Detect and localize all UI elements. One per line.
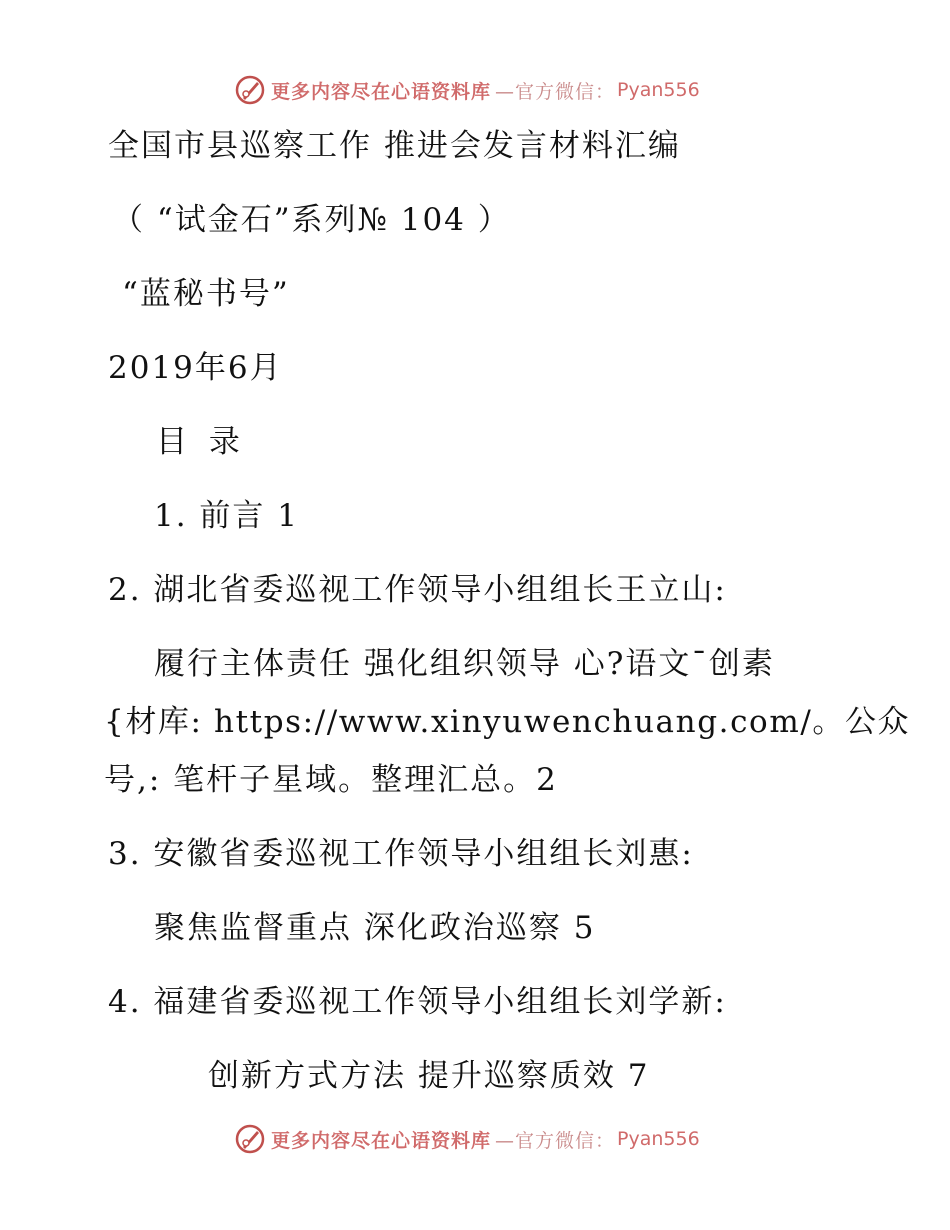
toc-item-1: 1. 前言 1 <box>154 498 300 534</box>
watermark-text: 更多内容尽在心语资料库 <box>271 80 492 103</box>
quill-seal-icon <box>234 74 266 106</box>
toc-heading: 目 录 <box>156 424 246 460</box>
watermark-separator: —官方微信： <box>495 80 616 103</box>
series-label: （ “试金石”系列№ 104 ） <box>112 202 511 238</box>
publisher-label: “蓝秘书号” <box>122 276 290 312</box>
watermark-text: 更多内容尽在心语资料库 <box>271 1129 492 1152</box>
toc-item-3-heading: 3. 安徽省委巡视工作领导小组组长刘惠: <box>108 836 694 872</box>
document-title: 全国市县巡察工作 推进会发言材料汇编 <box>108 128 681 164</box>
toc-item-2-line-2: {材库: https://www.xinyuwenchuang.com/。公众 <box>104 704 911 740</box>
toc-item-2-line-3: 号,: 笔杆子星域。整理汇总。2 <box>104 762 558 798</box>
watermark-bottom <box>234 1122 700 1156</box>
toc-item-3-line-1: 聚焦监督重点 深化政治巡察 5 <box>154 910 596 946</box>
watermark-id: Pyan556 <box>617 1128 700 1150</box>
toc-item-4-heading: 4. 福建省委巡视工作领导小组组长刘学新: <box>108 984 727 1020</box>
toc-item-4-line-1: 创新方式方法 提升巡察质效 7 <box>208 1058 650 1094</box>
quill-seal-icon <box>234 1123 266 1155</box>
toc-item-2-heading: 2. 湖北省委巡视工作领导小组组长王立山: <box>108 572 727 608</box>
toc-item-2-line-1: 履行主体责任 强化组织领导 心?语文¯创素 <box>154 646 775 682</box>
watermark-separator: —官方微信： <box>495 1129 616 1152</box>
watermark-id: Pyan556 <box>617 79 700 101</box>
watermark-top <box>234 73 700 107</box>
document-date: 2019年6月 <box>108 350 283 386</box>
